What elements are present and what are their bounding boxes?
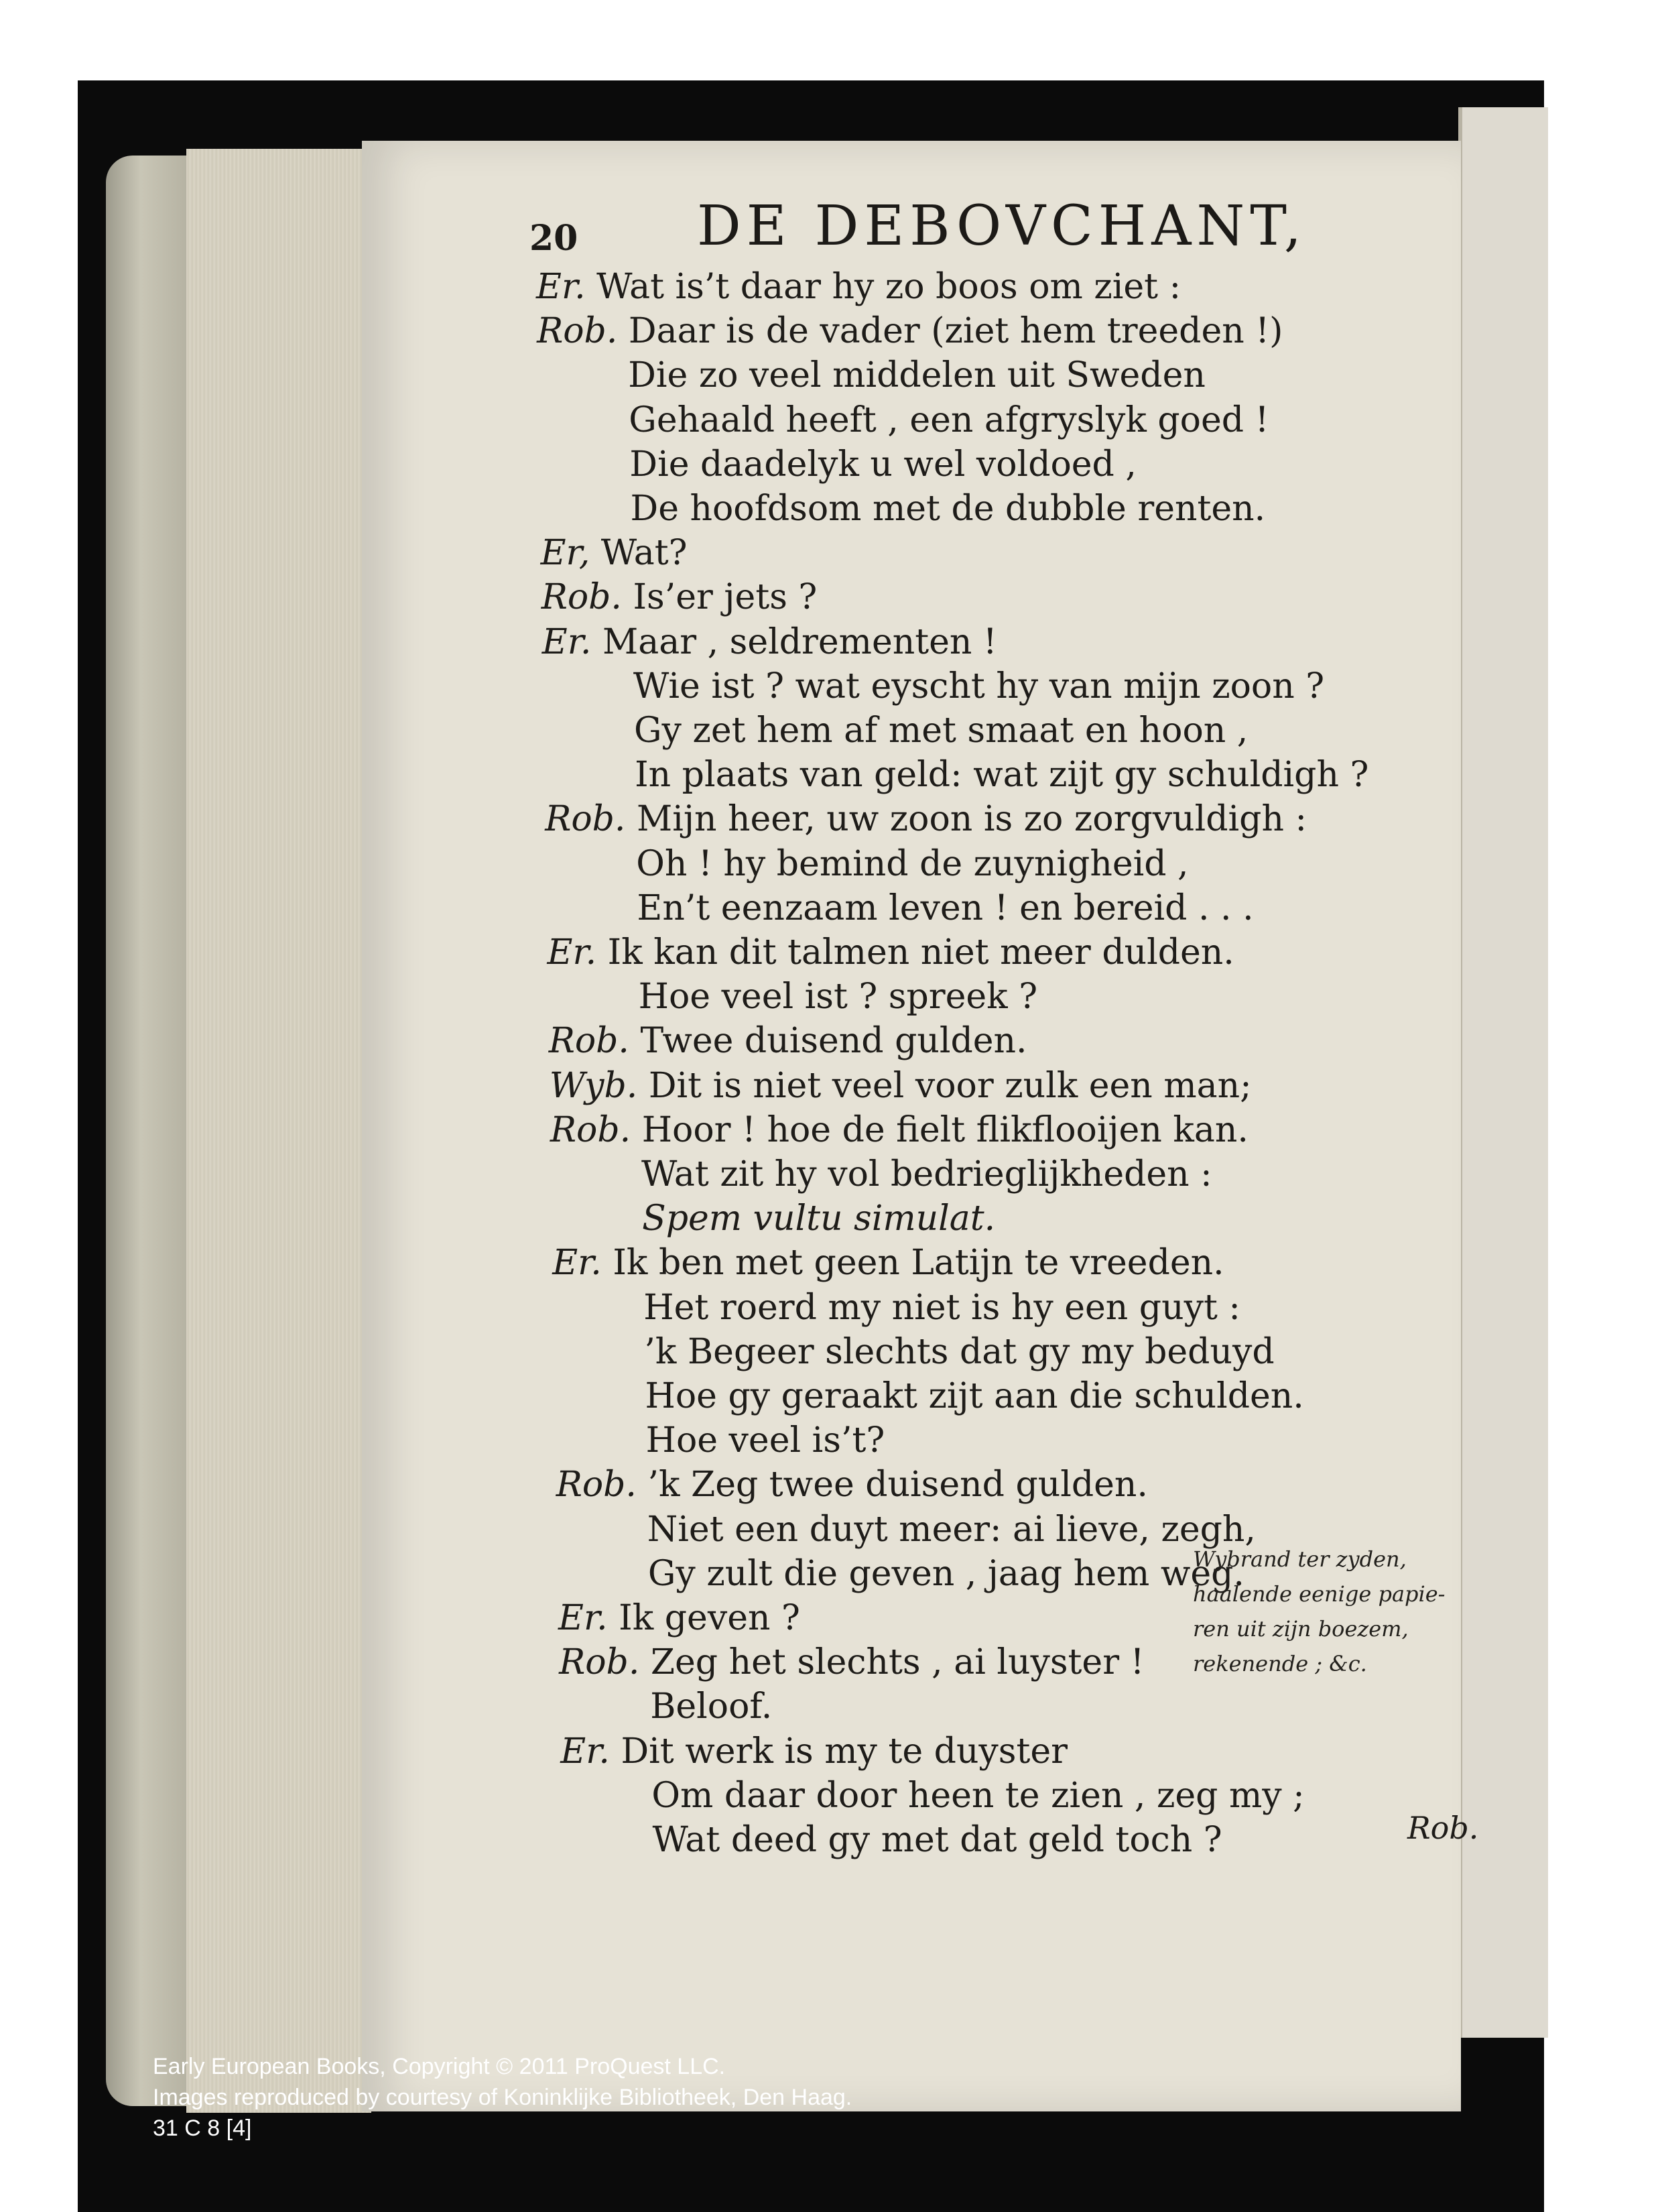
line-text: Is’er jets ? xyxy=(633,577,818,618)
line-text: Gehaald heeft , een afgryslyk goed ! xyxy=(629,400,1269,440)
catchword: Rob. xyxy=(1407,1810,1479,1846)
text-line xyxy=(633,666,1324,706)
text-line xyxy=(541,533,688,573)
speaker-label: Wyb. xyxy=(549,1065,638,1106)
speaker-label: Rob. xyxy=(541,577,622,618)
text-line xyxy=(648,1554,1244,1594)
footer-line-copyright: Early European Books, Copyright © 2011 ProQuest LLC. xyxy=(153,2054,726,2079)
text-line xyxy=(647,1510,1256,1550)
copyright-footer xyxy=(153,2051,852,2144)
text-line xyxy=(635,755,1368,795)
stage-direction xyxy=(1193,1542,1445,1681)
line-text: Om daar door heen te zien , zeg my ; xyxy=(651,1775,1305,1816)
text-line xyxy=(645,1376,1304,1416)
line-text: En’t eenzaam leven ! en bereid . . . xyxy=(637,887,1254,928)
text-line xyxy=(651,1776,1304,1816)
text-line xyxy=(642,1199,995,1239)
line-text: Mijn heer, uw zoon is zo zorgvuldigh : xyxy=(637,799,1307,840)
speaker-label: Er. xyxy=(558,1598,608,1638)
stage-direction-line: haalende eenige papie- xyxy=(1193,1581,1446,1607)
text-line xyxy=(634,711,1248,751)
line-text: Hoe veel ist ? spreek ? xyxy=(638,977,1038,1018)
line-text: Ik kan dit talmen niet meer dulden. xyxy=(607,932,1234,973)
text-line xyxy=(545,799,1307,839)
line-text: Wie ist ? wat eyscht hy van mijn zoon ? xyxy=(633,666,1325,706)
text-line xyxy=(559,1642,1144,1682)
speaker-label: Er. xyxy=(536,267,586,307)
text-line xyxy=(629,400,1269,440)
line-text: Oh ! hy bemind de zuynigheid , xyxy=(636,843,1189,884)
text-line xyxy=(631,489,1266,529)
footer-line-shelfmark: 31 C 8 [4] xyxy=(153,2115,252,2141)
line-text: Spem vultu simulat. xyxy=(642,1199,996,1239)
text-line xyxy=(537,311,1283,351)
speaker-label: Rob. xyxy=(556,1465,637,1506)
line-text: De hoofdsom met de dubble renten. xyxy=(630,489,1266,529)
line-text: Ik geven ? xyxy=(619,1598,800,1638)
text-line xyxy=(637,888,1253,928)
text-line xyxy=(550,1110,1249,1150)
speaker-label: Er. xyxy=(541,621,592,662)
text-line xyxy=(548,932,1234,973)
line-text: Niet een duyt meer: ai lieve, zegh, xyxy=(647,1509,1256,1550)
speaker-label: Rob. xyxy=(559,1642,640,1683)
book-spine-edge xyxy=(106,156,193,2106)
text-line xyxy=(556,1465,1148,1505)
text-line xyxy=(650,1686,772,1727)
line-text: ’k Zeg twee duisend gulden. xyxy=(647,1465,1148,1506)
speaker-label: Er. xyxy=(547,932,597,973)
text-line xyxy=(560,1731,1068,1772)
text-line xyxy=(646,1420,885,1461)
running-head: DE DEBOVCHANT, xyxy=(697,194,1307,258)
text-line xyxy=(552,1243,1224,1283)
line-text: Hoor ! hoe de fielt flikflooijen kan. xyxy=(641,1109,1249,1150)
text-line xyxy=(636,844,1188,884)
line-text: Ik ben met geen Latijn te vreeden. xyxy=(613,1243,1224,1284)
text-line xyxy=(536,267,1181,307)
text-line xyxy=(644,1332,1274,1372)
line-text: Wat? xyxy=(600,533,688,574)
text-line xyxy=(549,1021,1027,1061)
line-text: Wat is’t daar hy zo boos om ziet : xyxy=(596,267,1181,307)
line-text: Zeg het slechts , ai luyster ! xyxy=(650,1642,1145,1683)
stage-direction-line: rekenende ; &c. xyxy=(1193,1651,1367,1676)
line-text: Wat deed gy met dat geld toch ? xyxy=(652,1820,1222,1860)
line-text: Twee duisend gulden. xyxy=(640,1021,1027,1062)
speaker-label: Rob. xyxy=(548,1021,629,1062)
line-text: Gy zult die geven , jaag hem weg. xyxy=(647,1553,1244,1594)
text-line xyxy=(542,622,997,662)
line-text: Hoe veel is’t? xyxy=(645,1420,885,1461)
line-text: Maar , seldrementen ! xyxy=(602,621,997,662)
text-line xyxy=(639,977,1038,1017)
text-line xyxy=(628,355,1206,395)
speaker-label: Er. xyxy=(560,1731,610,1772)
speaker-label: Er. xyxy=(552,1243,602,1284)
speaker-label: Er, xyxy=(540,533,590,574)
line-text: Dit is niet veel voor zulk een man; xyxy=(648,1065,1252,1106)
line-text: Dit werk is my te duyster xyxy=(621,1731,1068,1772)
text-line xyxy=(643,1288,1240,1328)
text-line xyxy=(629,444,1137,485)
stage-direction-line: ren uit zijn boezem, xyxy=(1193,1616,1409,1642)
footer-line-courtesy: Images reproduced by courtesy of Koninklijke Bibliotheek, Den Haag. xyxy=(153,2085,852,2110)
line-text: ’k Begeer slechts dat gy my beduyd xyxy=(644,1331,1275,1372)
text-line xyxy=(541,577,818,617)
line-text: Daar is de vader (ziet hem treeden !) xyxy=(628,311,1283,352)
line-text: Wat zit hy vol bedrieglijkheden : xyxy=(641,1154,1212,1194)
line-text: Het roerd my niet is hy een guyt : xyxy=(643,1287,1240,1328)
speaker-label: Rob. xyxy=(550,1109,631,1150)
line-text: Hoe gy geraakt zijt aan die schulden. xyxy=(645,1376,1304,1416)
text-line xyxy=(653,1820,1222,1860)
line-text: Gy zet hem af met smaat en hoon , xyxy=(634,711,1249,751)
line-text: In plaats van geld: wat zijt gy schuldigh ? xyxy=(635,755,1369,796)
line-text: Beloof. xyxy=(650,1686,773,1727)
page-number: 20 xyxy=(529,218,578,259)
text-line xyxy=(641,1154,1212,1194)
facing-page-edge xyxy=(1458,107,1548,2038)
speaker-label: Rob. xyxy=(537,311,618,352)
page-stack xyxy=(186,149,371,2113)
line-text: Die daadelyk u wel voldoed , xyxy=(629,444,1137,485)
line-text: Die zo veel middelen uit Sweden xyxy=(628,355,1206,396)
text-line xyxy=(550,1066,1252,1106)
speaker-label: Rob. xyxy=(545,799,626,840)
stage-direction-line: Wybrand ter zyden, xyxy=(1193,1546,1407,1572)
text-line xyxy=(558,1598,800,1638)
